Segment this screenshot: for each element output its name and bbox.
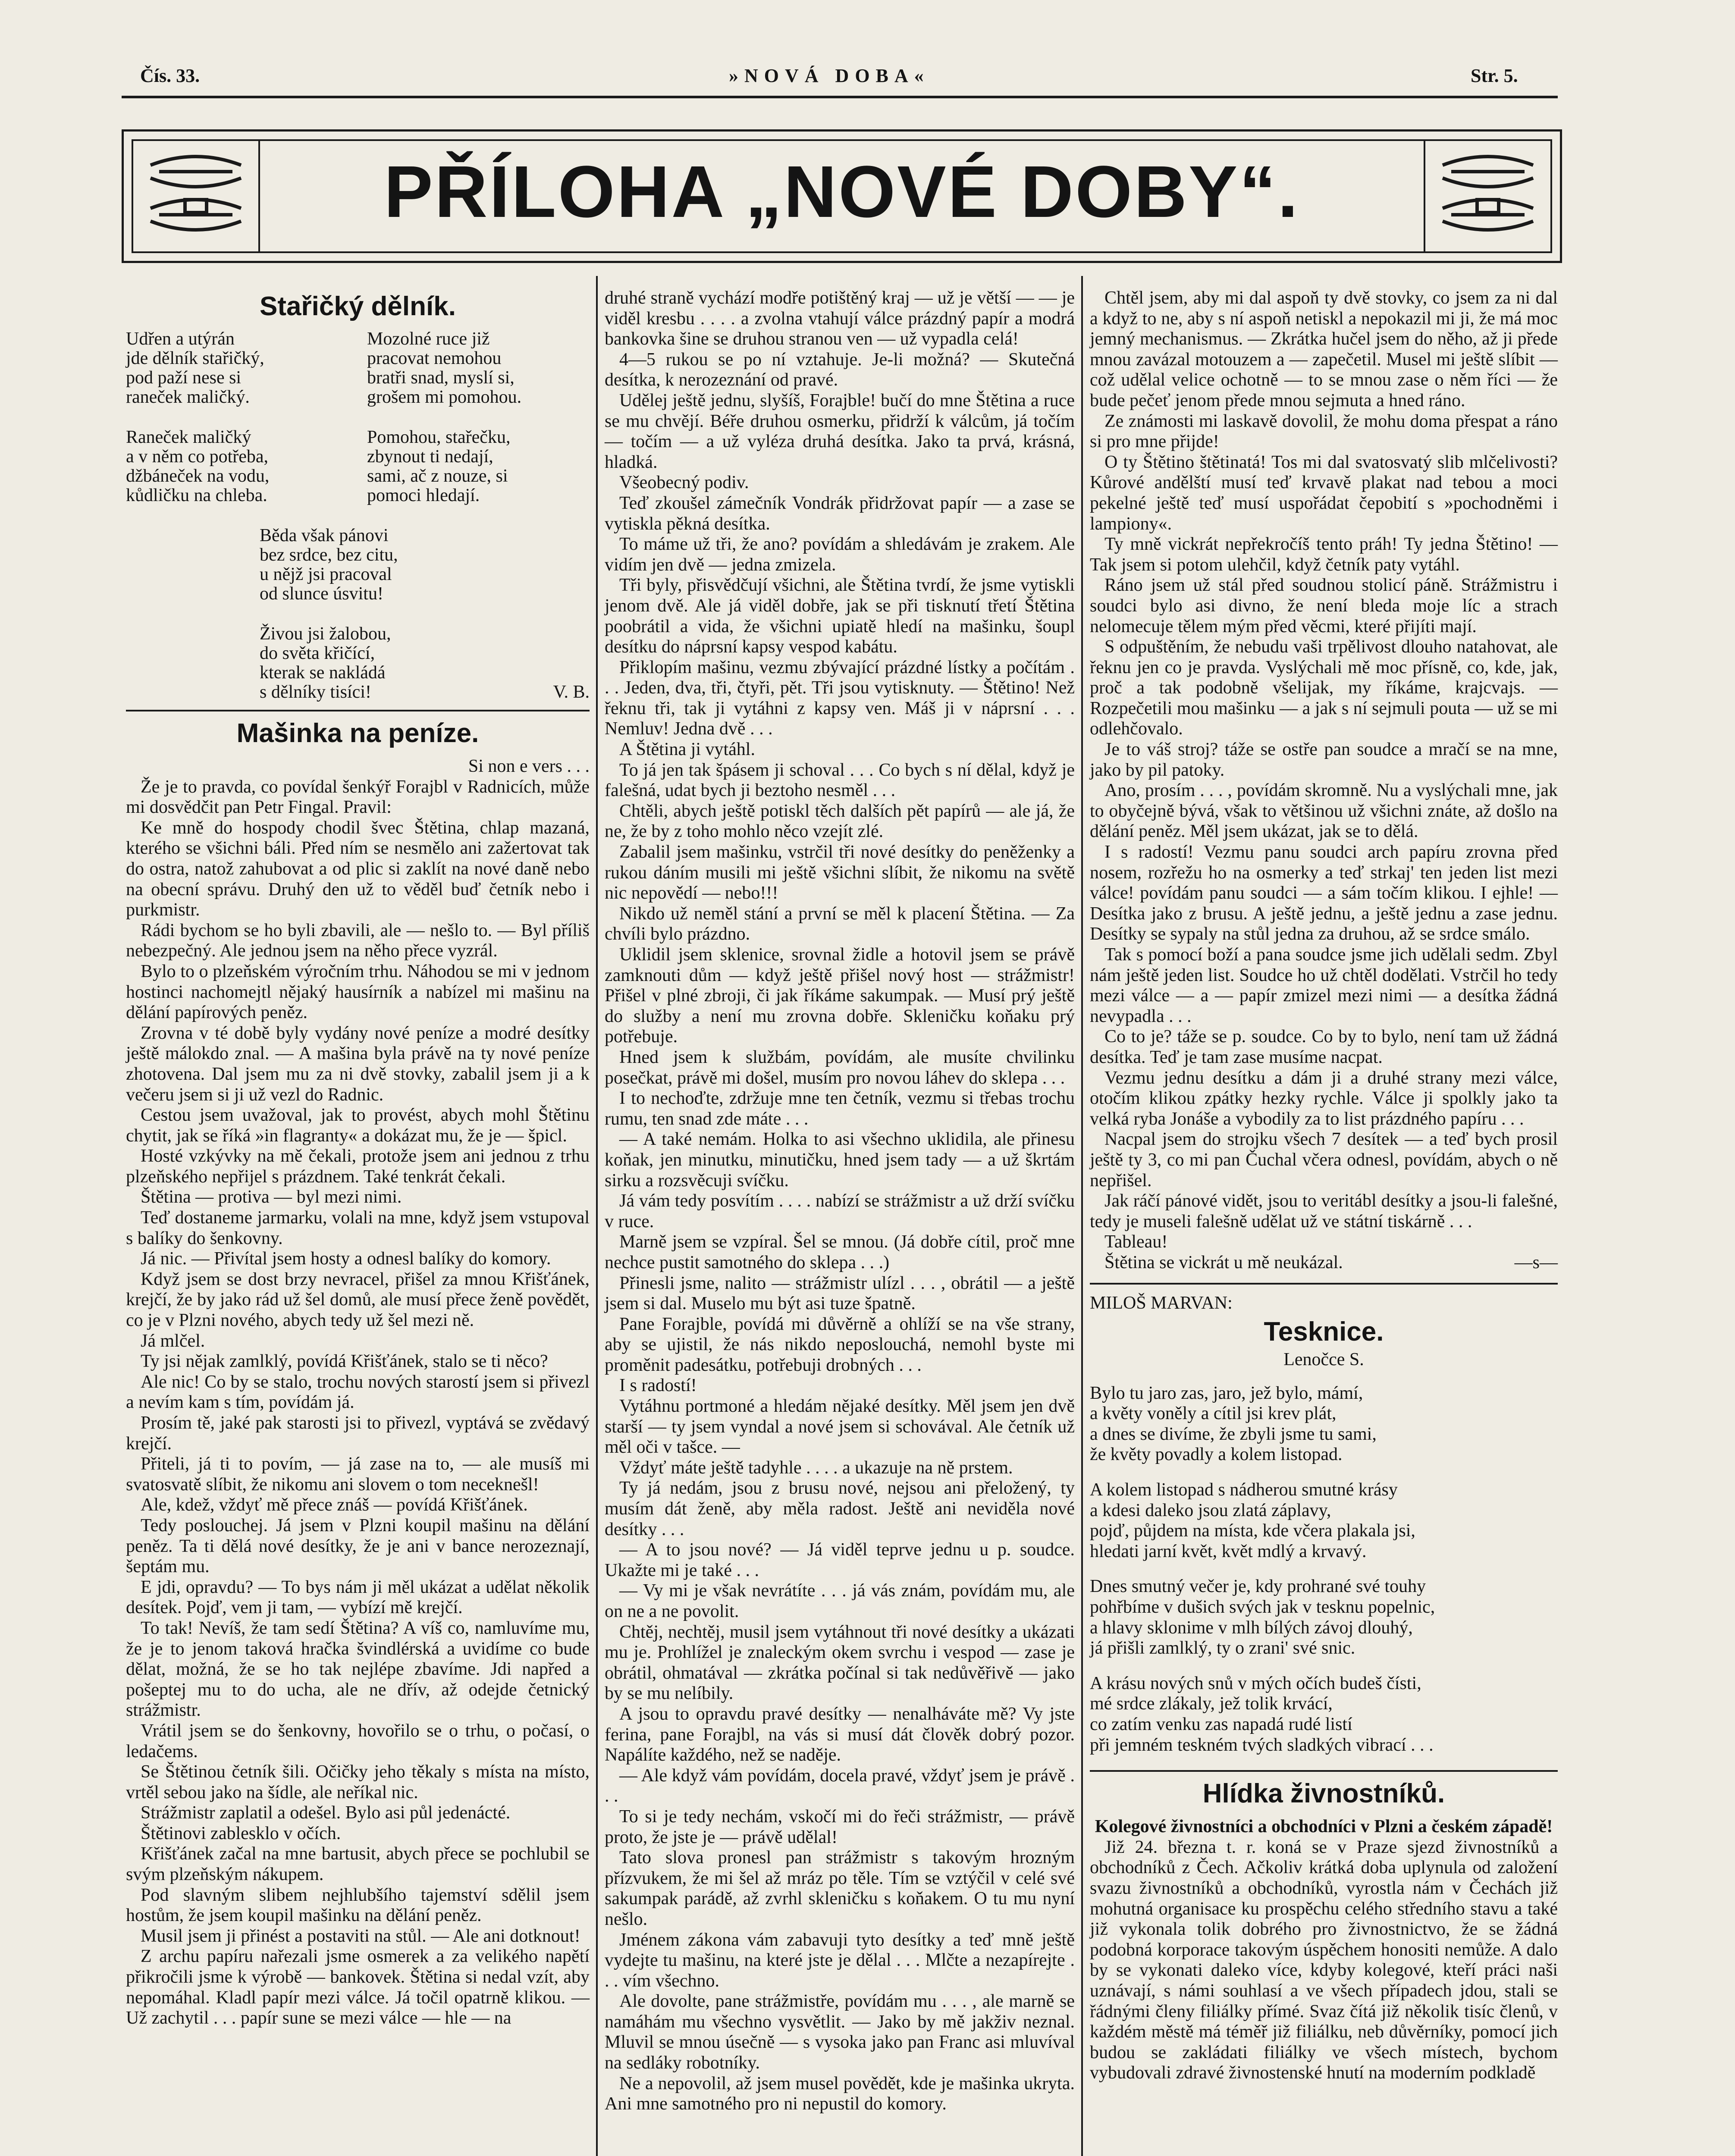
paragraph: S odpuštěním, že nebudu vaši trpělivost dlouho natahovat, ale řeknu jen co je pravda. Vyslýchali mě moc přísně, co, kde, jak, proč a tak podobně všelijak, my říkáme, krajcvajs. — Rozpečetili mou mašinku — a jak s ní sejmuli pouta — už se mi odlehčovalo. [1090, 637, 1558, 739]
paragraph: Co to je? táže se p. soudce. Co by to bylo, není tam už žádná desítka. Teď je tam zase musíme nacpat. [1090, 1027, 1558, 1067]
paragraph: Prosím tě, jaké pak starosti jsi to přivezl, vyptává se zvědavý krejčí. [126, 1413, 590, 1454]
paragraph: To tak! Nevíš, že tam sedí Štětina? A víš co, namluvíme mu, že je to jenom taková hračka švindlérská a uvidíme co bude dělat, možná, že se ho tak nejlépe zbavíme. Jdi napřed a pošeptej mu to do ucha, ale ne dřív, až odejde četnický strážmistr. [126, 1618, 590, 1720]
paragraph: Hned jsem k službám, povídám, ale musíte chvilinku posečkat, právě mi došel, musím pro novou láhev do sklepa . . . [605, 1047, 1075, 1088]
paragraph: Když jsem se dost brzy nevracel, přišel za mnou Křišťánek, krejčí, že by jako rád už šel domů, ale musí přece ženě povědět, co je v Plzni nového, abych tedy už šel mezi ně. [126, 1269, 590, 1331]
paragraph: Z archu papíru nařezali jsme osmerek a za velikého napětí přikročili jsme k výrobě — bankovek. Štětina si nedal vzít, aby nepomáhal. Kladl papír mezi válce. Já točil opatrně klikou. — Už zachytil . . . papír sune se mezi válce — hle — na [126, 1946, 590, 2028]
paragraph: Rádi bychom se ho byli zbavili, ale — nešlo to. — Byl příliš nebezpečný. Ale jednou jsem na něho přece vyzrál. [126, 920, 590, 961]
paragraph: Se Štětinou četník šili. Očičky jeho těkaly s místa na místo, vrtěl sebou jako na šídle, ale neříkal nic. [126, 1762, 590, 1802]
paragraph: Tedy poslouchej. Já jsem v Plzni koupil mašinu na dělání peněz. Ta ti dělá nové desítky, že je ani v bance nerozeznají, šeptám mu. [126, 1515, 590, 1577]
paragraph: To si je tedy nechám, vskočí mi do řeči strážmistr, — právě proto, že jste je — právě udělal! [605, 1806, 1075, 1847]
poem-stanza: A kolem listopad s nádherou smutné krásy a kdesi daleko jsou zlatá záplavy, pojď, půjdem na místa, kde včera plakala jsi, hledati jarní květ, květ mdlý a krvavý. [1090, 1480, 1415, 1561]
column-divider-1 [596, 276, 598, 2156]
column-1 [126, 285, 590, 2029]
paragraph: Ale nic! Co by se stalo, trochu nových starostí jsem si přivezl a nevím kam s tím, povídám já. [126, 1372, 590, 1413]
paragraph: Již 24. března t. r. koná se v Praze sjezd živnostníků a obchodníků z Čech. Ačkoliv krátká doba uplynula od založení svazu živnostníků a obchodníků, vyrostla nám v Čechách již mohutná organisace ku prospěchu celého středního stavu a také již vykonala tolik dobrého pro živnostnictvo, že se žádná podobná korporace takovým úspěchem honositi nemůže. A dalo by se vykonati daleko více, kdyby kolegové, kteří práci naši uznávají, s námi souhlasí a ve všech případech jdou, stali se řádnými členy filiálky přímé. Svaz čítá již několik tisíc členů, v každém městě má téměř již filiálku, neb důvěrníky, pomocí jich budou se zakládati filiálky ve všech místech, bychom vybudovali zdravé živnostenské hnutí na moderním podkladě [1090, 1837, 1558, 2083]
paragraph: Chtěj, nechtěj, musil jsem vytáhnout tři nové desítky a ukázati mu je. Prohlížel je znaleckým okem svrchu i vespod — zase je obrátil, ohmatával — zkrátka počínal si tak nedůvěřivě — jako by se mu nelíbily. [605, 1622, 1075, 1704]
poem-stanza: Bylo tu jaro zas, jaro, jež bylo, mámí, a květy voněly a cítil jsi krev plát, a dnes se divíme, že zbyli jsme tu sami, že květy povadly a kolem listopad. [1090, 1383, 1377, 1465]
header-rule [122, 96, 1558, 98]
column-divider-2 [1081, 276, 1083, 2156]
poem-stanza: Živou jsi žalobou, do světa křičící, kterak se nakládá s dělníky tisíci! [260, 624, 391, 702]
section-rule [1090, 1770, 1558, 1772]
paragraph: Já nic. — Přivítal jsem hosty a odnesl balíky do komory. [141, 1249, 551, 1269]
paragraph: To máme už tři, že ano? povídám a shledávám je zrakem. Ale vidím jen dvě — jedna zmizela. [605, 534, 1075, 575]
paragraph: — A to jsou nové? — Já viděl teprve jednu u p. soudce. Ukažte mi je také . . . [605, 1540, 1075, 1580]
paragraph: Pod slavným slibem nejhlubšího tajemství sdělil jsem hostům, že jsem koupil mašinku na dělání peněz. [126, 1885, 590, 1926]
paragraph: Strážmistr zaplatil a odešel. Bylo asi půl jedenácté. [141, 1803, 511, 1823]
paragraph: Udělej ještě jednu, slyšíš, Forajble! bučí do mne Štětina a ruce se mu chvějí. Béře druhou osmerku, přidrží k válcům, já točím — točím — a už vyléza druhá desítka. Jako ta prvá, krásná, hladká. [605, 390, 1075, 472]
paragraph: Křišťánek začal na mne bartusit, abych přece se pochlubil se svým plzeňským nákupem. [126, 1844, 590, 1885]
paragraph: E jdi, opravdu? — To bys nám ji měl ukázat a udělat několik desítek. Pojď, vem ji tam, — vybízí mě krejčí. [126, 1577, 590, 1618]
poem-stanza: Udřen a utýrán jde dělník stařičký, pod paží nese si raneček maličký. [126, 329, 264, 407]
column-2 [605, 288, 1075, 2115]
paragraph: Marně jsem se vzpíral. Šel se mnou. (Já dobře cítil, proč mne nechce pustit samotného do sklepa . . .) [605, 1232, 1075, 1272]
column-3 [1090, 288, 1558, 2084]
poem-title: Stařičký dělník. [260, 291, 456, 321]
story-signature: —s— [1514, 1252, 1558, 1272]
supplement-banner [122, 129, 1562, 263]
paragraph: Ze známosti mi laskavě dovolil, že mohu doma přespat a ráno si pro mne přijde! [1090, 411, 1558, 452]
paragraph: To já jen tak špásem ji schoval . . . Co bych s ní dělal, když je falešná, udat bych ji beztoho nesměl . . . [605, 760, 1075, 801]
story-motto: Si non e vers . . . [468, 756, 590, 776]
paragraph: Uklidil jsem sklenice, srovnal židle a hotovil jsem se právě zamknouti dům — když ještě přišel nový host — strážmistr! Přišel v plné zbroji, či jak říkáme sakumpak. — Musí prý ještě do služby a není mu zrovna dobře. Skleničku koňaku prý potřebuje. [605, 945, 1075, 1047]
paragraph: Zabalil jsem mašinku, vstrčil tři nové desítky do peněženky a rukou dáním musili mi ještě všichni slíbit, že nikomu na světě nic nepovědí — nebo!!! [605, 842, 1075, 903]
paragraph: Tak s pomocí boží a pana soudce jsme jich udělali sedm. Zbyl nám ještě jeden list. Soudce ho už chtěl dodělati. Vstrčil ho tedy mezi válce — a — papír zmizel mezi nimi — a desítka žádná nevypadla . . . [1090, 945, 1558, 1026]
paragraph: Teď zkoušel zámečník Vondrák přidržovat papír — a zase se vytiskla pěkná desítka. [605, 493, 1075, 534]
paragraph: Tři byly, přisvědčují všichni, ale Štětina tvrdí, že jsme vytiskli jenom dvě. Ale já viděl dobře, jak se při tisknutí třetí Štětina poobrátil a vida, že všichni upiatě hledí na mašinku, šoupl desítku do náprsní kapsy vespod kabátu. [605, 575, 1075, 657]
paragraph: druhé straně vychází modře potištěný kraj — už je větší — — je viděl kresbu . . . . a zvolna vtahují válce prázdný papír a modrá bankovka šine se druhou stranou ven — už vypadla celá! [605, 288, 1075, 349]
poem-author: MILOŠ MARVAN: [1090, 1293, 1233, 1313]
paragraph: Jménem zákona vám zabavuji tyto desítky a teď mně ještě vydejte tu mašinu, na které jste je dělal . . . Mlčte a nezapírejte . . . vím všechno. [605, 1930, 1075, 1991]
poem-signature: V. B. [553, 682, 590, 702]
paragraph: Přiklopím mašinu, vezmu zbývající prázdné lístky a počítám . . . Jeden, dva, tři, čtyři, pět. Tři jsou vytisknuty. — Štětino! Než řeknu tři, tak ji vytáhni z kapsy ven. Máš ji v náprsní . . . Nemluv! Jedna dvě . . . [605, 657, 1075, 739]
paragraph: Všeobecný podiv. [619, 473, 749, 493]
paragraph: O ty Štětino štětinatá! Tos mi dal svatosvatý slib mlčelivosti? Kůrové andělští musí teď krvavě plakat nad tebou a moci pekelné ještě teď musí uspořádat čepobití s »pochodněmi i lampiony«. [1090, 452, 1558, 534]
paragraph: Štětina — protiva — byl mezi nimi. [141, 1187, 402, 1207]
page-number: Str. 5. [1471, 65, 1518, 86]
paragraph: Ty jsi nějak zamlklý, povídá Křišťánek, stalo se ti něco? [141, 1351, 548, 1372]
paragraph: Ty já nedám, jsou z brusu nové, nejsou ani přeložený, ty musím dát ženě, aby měla radost. Ještě ani neviděla nové desítky . . . [605, 1478, 1075, 1539]
section-title: Hlídka živnostníků. [1202, 1779, 1445, 1809]
paragraph: Tableau! [1104, 1232, 1168, 1252]
paragraph: — A také nemám. Holka to asi všechno uklidila, ale přinesu koňak, jen minutku, minutičku, hned jsem tady — a už škrtám sirku a rozsvěcuji svíčku. [605, 1129, 1075, 1191]
paragraph: Teď dostaneme jarmarku, volali na mne, když jsem vstupoval s balíky do šenkovny. [126, 1208, 590, 1248]
article-lead: Kolegové živnostníci a obchodníci v Plzni a českém západě! [1095, 1817, 1553, 1837]
paragraph: Vrátil jsem se do šenkovny, hovořilo se o trhu, o počasí, o ledačems. [126, 1720, 590, 1761]
paragraph: Tato slova pronesl pan strážmistr s takovým hrozným přízvukem, že mi šel až mráz po těle. Tím se vztýčil v celé své sakumpak parádě, až zvrhl skleničku s koňakem. O tu mu nyní nešlo. [605, 1848, 1075, 1929]
poem-title: Tesknice. [1264, 1317, 1384, 1347]
paragraph: Musil jsem ji přinést a postaviti na stůl. — Ale ani dotknout! [141, 1926, 580, 1946]
paragraph: A jsou to opravdu pravé desítky — nenalháváte mě? Vy jste ferina, pane Forajbl, na vás si musí dát člověk dobrý pozor. Napálíte každého, než se naděje. [605, 1704, 1075, 1765]
paragraph: Je to váš stroj? táže se ostře pan soudce a mračí se na mne, jako by pil patoky. [1090, 740, 1558, 780]
poem-body [126, 329, 590, 702]
paragraph: Zrovna v té době byly vydány nové peníze a modré desítky ještě málokdo znal. — A mašina byla právě na ty nové peníze zhotovena. Dal jsem mu za ni dvě stovky, zabalil jsem ji a k večeru jsem si ji už vezl do Radnic. [126, 1023, 590, 1105]
paragraph: Ale dovolte, pane strážmistře, povídám mu . . . , ale marně se namáhám mu všechno vysvětlit. — Jako by mě jakživ neznal. Mluvil se mnou úsečně — s vysoka jako pan Franc asi mluvíval na sedláky robotníky. [605, 1991, 1075, 2073]
paragraph: Jak ráčí pánové vidět, jsou to veritábl desítky a jsou-li falešné, tedy je museli falešně udělat už ve státní tiskárně . . . [1090, 1191, 1558, 1232]
paragraph: Štětinovi zablesklo v očích. [141, 1823, 341, 1843]
poem-stanza: A krásu nových snů v mých očích budeš čísti, mé srdce zlákaly, jež tolik krvácí, co zatím venku zas napadá rudé listí při jemném teskném tvých sladkých vibrací . . . [1090, 1673, 1434, 1755]
paragraph: Já vám tedy posvítím . . . . nabízí se strážmistr a už drží svíčku v ruce. [605, 1191, 1075, 1232]
paragraph: Ale, kdež, vždyť mě přece znáš — povídá Křišťánek. [141, 1495, 528, 1515]
paragraph: Ano, prosím . . . , povídám skromně. Nu a vyslýchali mne, jak to obyčejně bývá, však to většinou už všichni znáte, až došlo na dělání peněz. Měl jsem ukázat, jak se to dělá. [1090, 780, 1558, 842]
paragraph: — Vy mi je však nevrátíte . . . já vás znám, povídám mu, ale on ne a ne povolit. [605, 1581, 1075, 1621]
paragraph: Nikdo už neměl stání a první se měl k placení Štětina. — Za chvíli bylo prázdno. [605, 903, 1075, 944]
paragraph: Hosté vzkývky na mě čekali, protože jsem ani jednou z trhu plzeňského nepřijel s prázdnem. Také tenkrát čekali. [126, 1146, 590, 1187]
section-rule [126, 710, 590, 711]
newspaper-name: »NOVÁ DOBA« [729, 65, 930, 86]
poem-dedication: Lenočce S. [1283, 1350, 1364, 1370]
paragraph: Já mlčel. [141, 1331, 205, 1351]
paragraph: I s radostí! Vezmu panu soudci arch papíru zrovna před nosem, rozřežu ho na osmerky a teď strkaj' ten jeden list mezi válce! povídám panu soudci — a sám točím klikou. I ejhle! — Desítka jako z brusu. A ještě jednu, a ještě jednu a zase jednu. Desítky se sypaly na stůl jedna za druhou, až se srdce smálo. [1090, 842, 1558, 944]
paragraph: Pane Forajble, povídá mi důvěrně a ohlíží se na vše strany, aby se ujistil, že nás nikdo neposlouchá, nemohl byste mi proměnit padesátku, potřebuji drobných . . . [605, 1314, 1075, 1375]
paragraph: — Ale když vám povídám, docela pravé, vždyť jsem je právě . . . [605, 1765, 1075, 1806]
paragraph: Cestou jsem uvažoval, jak to provést, abych mohl Štětinu chytit, jak se říká »in flagranty« a dokázat mu, že je — špicl. [126, 1105, 590, 1146]
paragraph: Ty mně vickrát nepřekročíš tento práh! Ty jedna Štětino! — Tak jsem si potom ulehčil, když četník paty vytáhl. [1090, 534, 1558, 575]
paragraph: Že je to pravda, co povídal šenkýř Forajbl v Radnicích, může mi dosvědčit pan Petr Fingal. Pravil: [126, 777, 590, 818]
paragraph: Chtěli, abych ještě potiskl těch dalších pět papírů — ale já, že ne, že by z toho mohlo něco vzejít zlé. [605, 801, 1075, 842]
poem-stanza: Mozolné ruce již pracovat nemohou bratři snad, myslí si, grošem mi pomohou. [367, 329, 522, 407]
section-rule [1090, 1283, 1558, 1285]
paragraph: Bylo to o plzeňském výročním trhu. Náhodou se mi v jednom hostinci nachomejtl nějaký hausírník a nabízel mi mašinu na dělání papírových peněz. [126, 961, 590, 1023]
issue-number: Čís. 33. [140, 65, 200, 86]
poem-stanza: Raneček maličký a v něm co potřeba, džbáneček na vodu, kůdličku na chleba. [126, 427, 270, 505]
paragraph: Ráno jsem už stál před soudnou stolicí páně. Strážmistru i soudci bylo asi divno, že není bleda moje líc a strach nelomecuje tělem mým před věcmi, které přijíti mají. [1090, 575, 1558, 636]
paragraph: A Štětina ji vytáhl. [619, 740, 755, 760]
paragraph: Vytáhnu portmoné a hledám nějaké desítky. Měl jsem jen dvě starší — ty jsem vyndal a nové jsem si schovával. Ale četník už měl oči v tašce. — [605, 1396, 1075, 1457]
poem-stanza: Pomohou, stařečku, zbynout ti nedají, sami, ač z nouze, si pomoci hledají. [367, 427, 511, 505]
closing-line: Štětina se vickrát u mě neukázal. [1104, 1252, 1343, 1272]
paragraph: Nacpal jsem do strojku všech 7 desítek — a teď bych prosil ještě ty 3, co mi pan Čuchal včera odnesl, povídám, abych o ně nepřišel. [1090, 1129, 1558, 1191]
paragraph: Chtěl jsem, aby mi dal aspoň ty dvě stovky, co jsem za ni dal a když to ne, aby s ní aspoň netiskl a nepokazil mi ji, že má moc jemný mechanismus. — Zkrátka hučel jsem do něho, až ji přede mnou zavázal motouzem a — zapečetil. Musel mi ještě slíbit — což udělal velice ochotně — to se mnou zase o něm říci — že bude pečeť jenom přede mnou sejmuta a hned ráno. [1090, 288, 1558, 411]
paragraph: Přiteli, já ti to povím, — já zase na to, — ale musíš mi svatosvatě slíbit, že nikomu ani slovem o tom neceknešl! [126, 1454, 590, 1495]
paragraph: Ne a nepovolil, až jsem musel povědět, kde je mašinka ukryta. Ani mne samotného pro ni nepustil do komory. [605, 2073, 1075, 2114]
poem-stanza: Dnes smutný večer je, kdy prohrané své touhy pohřbíme v dušich svých jak v tesknu popelnic, a hlavy sklonime v mlh bílých závoj dlouhý, já přišli zamlklý, ty o zrani' své snic. [1090, 1576, 1435, 1658]
paragraph: I s radostí! [619, 1376, 697, 1396]
paragraph: 4—5 rukou se po ní vztahuje. Je-li možná? — Skutečná desítka, k nerozeznání od pravé. [605, 349, 1075, 390]
story-title: Mašinka na peníze. [236, 718, 479, 748]
paragraph: I to nechoďte, zdržuje mne ten četník, vezmu si třebas trochu rumu, ten snad zde máte . . . [605, 1088, 1075, 1129]
paragraph: Přinesli jsme, nalito — strážmistr ulízl . . . , obrátil — a ještě jsem si dal. Muselo mu být asi tuze špatně. [605, 1273, 1075, 1314]
closing-paragraph [1090, 1253, 1558, 1273]
poem-stanza: Běda však pánovi bez srdce, bez citu, u nějž jsi pracoval od slunce úsvitu! [260, 526, 398, 604]
paragraph: Vezmu jednu desítku a dám ji a druhé strany mezi válce, otočím klikou zpátky hezky rychle. Válce ji spolkly jako ta velká ryba Jonáše a vybodily za to list prázdného papíru . . . [1090, 1068, 1558, 1129]
paragraph: Ke mně do hospody chodil švec Štětina, chlap mazaná, kterého se všichni báli. Před ním se nesmělo ani zažertovat tak do ostra, natož zahubovat a od plic si zaklít na nové daně nebo na obecní správu. Druhý den už to věděl buď četník nebo i purkmistr. [126, 818, 590, 920]
banner-title: PŘÍLOHA „NOVÉ DOBY“. [384, 151, 1300, 233]
paragraph: Vždyť máte ještě tadyhle . . . . a ukazuje na ně prstem. [619, 1457, 1013, 1478]
